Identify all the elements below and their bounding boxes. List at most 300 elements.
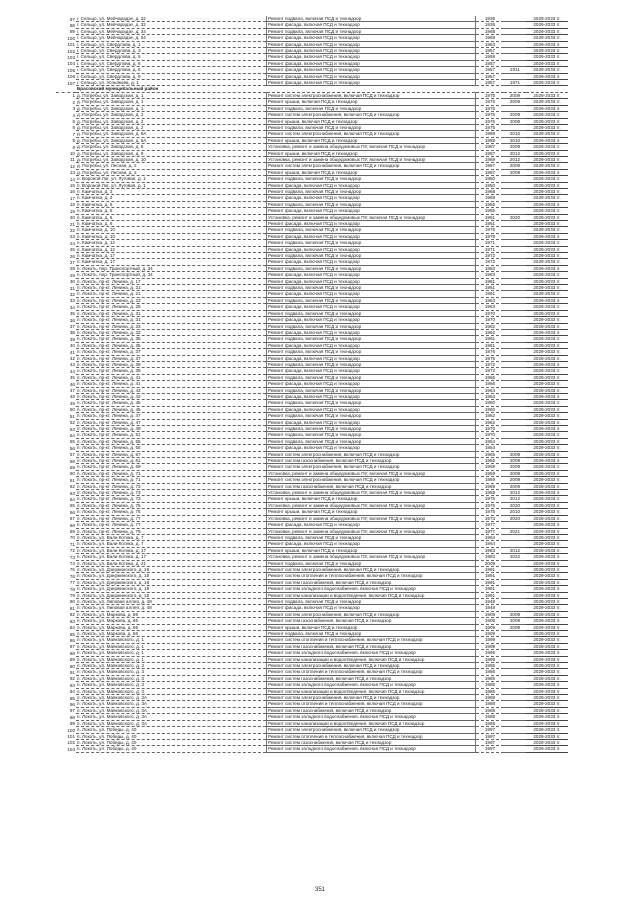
work-type-cell: Ремонт фасада, включая ПСД и технадзор [267,233,476,239]
commission-year-cell: 1991 [476,586,505,592]
work-type-cell: Ремонт фасада, включая ПСД и технадзор [267,208,476,214]
table-row [56,413,568,419]
table-row [56,361,568,367]
address-cell: д. Погребы, ул. Заводская, д. 2 [76,118,267,124]
table-row [56,663,568,669]
table-row [56,368,568,374]
last-repair-year-cell: 2020 [504,502,526,508]
table-body [56,16,568,752]
last-repair-year-cell: 2021 [504,528,526,534]
work-type-cell: Ремонт фасада, включая ПСД и технадзор [267,541,476,547]
address-cell: п. Локоть, ул. Маяковского, д. 3А [76,714,267,720]
table-row [56,60,568,66]
planned-period-cell: 2029-2033 гг. [526,400,568,406]
address-cell: п. Камчатка, д. 6 [76,221,267,227]
planned-period-cell: 2029-2033 гг. [526,490,568,496]
commission-year-cell: 1968 [476,195,505,201]
commission-year-cell: 1963 [476,41,505,47]
work-type-cell: Ремонт подвала, включая ПСД и технадзор [267,105,476,111]
planned-period-cell: 2029-2033 гг. [526,515,568,521]
planned-period-cell: 2029-2033 гг. [526,176,568,182]
planned-period-cell: 2029-2033 гг. [526,92,568,98]
address-cell: п. Камчатка, д. 3 [76,195,267,201]
address-cell: п. Локоть, ул. Маркова, д. 66 [76,611,267,617]
commission-year-cell: 1985 [476,669,505,675]
commission-year-cell: 1975 [476,118,505,124]
row-number: 56 [69,445,75,451]
planned-period-cell: 2029-2033 гг. [526,432,568,438]
table-row [56,419,568,425]
row-number: 13 [69,170,75,176]
commission-year-cell: 1954 [476,438,505,444]
row-number: 42 [69,356,75,362]
planned-period-cell: 2029-2033 гг. [526,150,568,156]
commission-year-cell: 1909 [476,618,505,624]
work-type-cell: Ремонт подвала, включая ПСД и технадзор [267,240,476,246]
row-number: 99 [69,721,75,727]
table-row [56,547,568,553]
address-cell: п. Локоть, пр-кт. Ленина, д. 73 [76,490,267,496]
row-number: 71 [69,541,75,547]
row-number: 69 [69,529,75,534]
work-type-cell: Ремонт подвала, включая ПСД и технадзор [267,265,476,271]
commission-year-cell: 1988 [476,695,505,701]
planned-period-cell: 2029-2033 гг. [526,445,568,451]
planned-period-cell: 2029-2033 гг. [526,534,568,540]
row-number: 96 [69,701,75,707]
work-type-cell: Ремонт крыши, включая ПСД и технадзор [267,118,476,124]
commission-year-cell: 1963 [476,297,505,303]
address-cell: п. Локоть, пр-кт. Ленина, д. 41 [76,374,267,380]
commission-year-cell: 1960 [476,406,505,412]
commission-year-cell: 1962 [476,419,505,425]
planned-period-cell: 2029-2033 гг. [526,496,568,502]
table-row [56,323,568,329]
table-row [56,426,568,432]
row-number: 11 [70,157,75,163]
commission-year-cell: 1959 [476,464,505,470]
commission-year-cell: 1961 [476,221,505,227]
address-cell: г. Сельцо, ул. Свердлова, д. 3 [76,48,267,54]
work-type-cell: Ремонт систем газоснабжения, включая ПСД и технадзор [267,579,476,585]
last-repair-year-cell: 2010 [504,137,526,143]
commission-year-cell: 1957 [476,80,505,86]
work-type-cell: Ремонт крыши, включая ПСД и технадзор [267,169,476,175]
work-type-cell: Ремонт фасада, включая ПСД и технадзор [267,221,476,227]
page-number: 351 [314,887,325,893]
row-number: 106 [67,74,75,80]
work-type-cell: Ремонт систем газоснабжения, включая ПСД и технадзор [267,707,476,713]
commission-year-cell: 1997 [476,733,505,739]
work-type-cell: Ремонт фасада, включая ПСД и технадзор [267,381,476,387]
commission-year-cell: 1975 [476,502,505,508]
row-number: 28 [69,266,75,272]
planned-period-cell: 2029-2033 гг. [526,477,568,483]
address-cell: п. Вороной Лог, ул. Луговая, д. 1 [76,182,267,188]
work-type-cell: Ремонт подвала, включая ПСД и технадзор [267,124,476,130]
row-number: 19 [69,208,75,214]
table-row [56,573,568,579]
section-title: Брасовский муниципальный район [76,86,568,92]
last-repair-year-cell: 2009 [504,451,526,457]
commission-year-cell: 1972 [476,259,505,265]
address-cell: д. Погребы, ул. Заводская, д. 8А [76,131,267,137]
row-number: 12 [69,163,75,169]
table-row [56,515,568,521]
work-type-cell: Ремонт систем холодного водоснабжения, включая ПСД и технадзор [267,586,476,592]
planned-period-cell: 2029-2033 гг. [526,208,568,214]
row-number: 6 [72,125,75,131]
address-cell: п. Локоть, пр-кт. Ленина, д. 21 [76,285,267,291]
work-type-cell: Ремонт подвала, включая ПСД и технадзор [267,297,476,303]
commission-year-cell: 2009 [476,560,505,566]
table-row [56,156,568,162]
planned-period-cell: 2029-2033 гг. [526,566,568,572]
row-number: 25 [69,247,75,253]
row-number: 105 [67,67,75,73]
planned-period-cell: 2029-2033 гг. [526,336,568,342]
work-type-cell: Ремонт крыши, включая ПСД и технадзор [267,496,476,502]
commission-year-cell: 1975 [476,124,505,130]
commission-year-cell: 1961 [476,342,505,348]
address-cell: п. Локоть, пр-кт. Ленина, д. 75 [76,502,267,508]
table-row [56,176,568,182]
row-number: 53 [69,426,75,432]
work-type-cell: Ремонт систем газоснабжения, включая ПСД и технадзор [267,675,476,681]
address-cell: г. Сельцо, ул. Мейчарадзе, д. 34 [76,28,267,34]
commission-year-cell: 1988 [476,701,505,707]
address-cell: п. Камчатка, д. 5 [76,201,267,207]
planned-period-cell: 2029-2033 гг. [526,349,568,355]
table-row [56,451,568,457]
work-type-cell: Ремонт подвала, включая ПСД и технадзор [267,387,476,393]
work-type-cell: Установка, ремонт и замена общедомовых ПУ, включая ПСД и технадзор [267,515,476,521]
row-number: 99 [69,29,75,35]
row-number: 98 [69,22,75,28]
address-cell: п. Локоть, ул. Победы, д. 40 [76,727,267,733]
row-number: 62 [69,484,75,490]
row-number: 20 [69,215,75,221]
commission-year-cell: 1966 [476,374,505,380]
address-cell: п. Локоть, ул. Вали Котика, д. 17 [76,547,267,553]
commission-year-cell: 1972 [476,253,505,259]
planned-period-cell: 2029-2033 гг. [526,522,568,528]
work-type-cell: Ремонт систем электроснабжения, включая ПСД и технадзор [267,112,476,118]
table-row [56,54,568,60]
address-cell: п. Локоть, пр-кт. Ленина, д. 43 [76,393,267,399]
address-cell: п. Локоть, ул. Маяковского, д. 3 [76,682,267,688]
row-number: 48 [69,394,75,400]
row-number: 107 [67,80,75,86]
row-number: 80 [69,599,75,605]
row-number: 7 [72,131,75,137]
planned-period-cell: 2029-2033 гг. [526,650,568,656]
row-number: 10 [69,151,75,157]
address-cell: п. Локоть, ул. Маяковского, д. 1 [76,637,267,643]
planned-period-cell: 2029-2033 гг. [526,188,568,194]
planned-period-cell: 2029-2033 гг. [526,304,568,310]
address-cell: п. Локоть, пр-кт. Ленина, д. 25 [76,304,267,310]
table-row [56,464,568,470]
work-type-cell: Ремонт фасада, включая ПСД и технадзор [267,54,476,60]
address-cell: п. Локоть, пр-кт. Ленина, д. 35 [76,342,267,348]
row-number: 3 [72,106,75,112]
work-type-cell: Ремонт систем электроснабжения, включая ПСД и технадзор [267,566,476,572]
row-number: 102 [67,740,75,746]
row-number: 41 [69,349,75,355]
table-row [56,406,568,412]
row-number: 65 [69,503,75,509]
table-row [56,579,568,585]
planned-period-cell: 2029-2033 гг. [526,426,568,432]
work-type-cell: Ремонт систем электроснабжения, включая ПСД и технадзор [267,131,476,137]
row-number: 32 [69,291,75,297]
address-cell: п. Вороной Лог, ул. Луговая, д. 1 [76,176,267,182]
address-cell: д. Погребы, ул. Лесная, д. 2 [76,169,267,175]
address-cell: п. Локоть, ул. Вали Котика, д. 7 [76,541,267,547]
address-cell: п. Локоть, пр-кт. Ленина, д. 75 [76,509,267,515]
work-type-cell: Ремонт подвала, включая ПСД и технадзор [267,201,476,207]
planned-period-cell: 2029-2033 гг. [526,688,568,694]
commission-year-cell: 1962 [476,323,505,329]
table-row [56,483,568,489]
address-cell: п. Локоть, ул. Победы, д. 40 [76,746,267,752]
row-number: 72 [69,548,75,554]
planned-period-cell: 2029-2033 гг. [526,746,568,752]
last-repair-year-cell: 2009 [504,464,526,470]
last-repair-year-cell: 2009 [504,611,526,617]
commission-year-cell: 1965 [476,451,505,457]
document-sheet [56,16,566,753]
row-number: 59 [69,464,75,470]
planned-period-cell: 2029-2033 гг. [526,727,568,733]
address-cell: п. Локоть, пр-кт. Ленина, д. 35 [76,336,267,342]
work-type-cell: Ремонт фасада, включая ПСД и технадзор [267,272,476,278]
commission-year-cell: 1991 [476,573,505,579]
work-type-cell: Ремонт систем отопления и теплоснабжения, включая ПСД и технадзор [267,637,476,643]
planned-period-cell: 2029-2033 гг. [526,35,568,41]
table-row [56,746,568,752]
work-type-cell: Ремонт подвала, включая ПСД и технадзор [267,560,476,566]
planned-period-cell: 2029-2033 гг. [526,48,568,54]
planned-period-cell: 2029-2033 гг. [526,272,568,278]
address-cell: п. Локоть, ул. Маркова, д. 66 [76,624,267,630]
address-cell: п. Локоть, ул. Победы, д. 40 [76,739,267,745]
address-cell: п. Локоть, ул. Вали Котика, д. 21 [76,560,267,566]
row-number: 40 [69,343,75,349]
row-number: 1 [72,93,75,99]
address-cell: п. Локоть, пр-кт. Ленина, д. 39 [76,361,267,367]
address-cell: д. Погребы, ул. Лесная, д. 2 [76,163,267,169]
row-number: 83 [69,618,75,624]
commission-year-cell: 1970 [476,426,505,432]
table-row [56,624,568,630]
table-row [56,336,568,342]
commission-year-cell: 1985 [476,675,505,681]
commission-year-cell: 1977 [476,522,505,528]
work-type-cell: Ремонт подвала, включая ПСД и технадзор [267,28,476,34]
table-row [56,432,568,438]
address-cell: г. Сельцо, ул. Мейчарадзе, д. 34 [76,35,267,41]
table-row [56,41,568,47]
table-row [56,73,568,79]
address-cell: д. Погребы, ул. Заводская, д. 8 [76,144,267,150]
table-row [56,534,568,540]
planned-period-cell: 2029-2033 гг. [526,669,568,675]
commission-year-cell: 1970 [476,432,505,438]
planned-period-cell: 2029-2033 гг. [526,528,568,534]
row-number: 88 [69,650,75,656]
row-number: 74 [69,561,75,567]
commission-year-cell: 1988 [476,707,505,713]
work-type-cell: Ремонт крыши, включая ПСД и технадзор [267,547,476,553]
table-row [56,80,568,86]
row-number: 15 [69,183,75,189]
work-type-cell: Ремонт подвала, включая ПСД и технадзор [267,16,476,22]
commission-year-cell: 1968 [476,35,505,41]
planned-period-cell: 2029-2033 гг. [526,605,568,611]
address-cell: п. Локоть, ул. Маяковского, д. 1 [76,650,267,656]
address-cell: п. Локоть, пр-кт. Ленина, д. 71 [76,470,267,476]
row-number: 9 [72,144,75,150]
work-type-cell: Ремонт систем газоснабжения, включая ПСД и технадзор [267,643,476,649]
row-number: 84 [69,625,75,631]
commission-year-cell: 1909 [476,611,505,617]
row-number: 17 [69,195,75,201]
work-type-cell: Ремонт фасада, включая ПСД и технадзор [267,329,476,335]
address-cell: д. Погребы, ул. Заводская, д. 2 [76,124,267,130]
commission-year-cell: 1987 [476,169,505,175]
work-type-cell: Ремонт систем электроснабжения, включая ПСД и технадзор [267,92,476,98]
row-number: 86 [69,637,75,643]
row-number: 78 [69,586,75,592]
work-type-cell: Ремонт фасада, включая ПСД и технадзор [267,41,476,47]
work-type-cell: Ремонт систем электроснабжения, включая ПСД и технадзор [267,451,476,457]
commission-year-cell: 1983 [476,547,505,553]
table-row [56,28,568,34]
table-row [56,470,568,476]
planned-period-cell: 2029-2033 гг. [526,695,568,701]
work-type-cell: Ремонт систем холодного водоснабжения, включая ПСД и технадзор [267,746,476,752]
planned-period-cell: 2029-2033 гг. [526,195,568,201]
work-type-cell: Установка, ремонт и замена общедомовых ПУ, включая ПСД и технадзор [267,156,476,162]
row-number: 37 [69,324,75,329]
planned-period-cell: 2029-2033 гг. [526,297,568,303]
planned-period-cell: 2029-2033 гг. [526,80,568,86]
row-number: 75 [69,567,75,573]
commission-year-cell: 1970 [476,317,505,323]
work-type-cell: Ремонт фасада, включая ПСД и технадзор [267,73,476,79]
planned-period-cell: 2029-2033 гг. [526,586,568,592]
work-type-cell: Ремонт систем газоснабжения, включая ПСД и технадзор [267,458,476,464]
commission-year-cell: 1987 [476,144,505,150]
commission-year-cell: 1961 [476,285,505,291]
commission-year-cell: 1950 [476,182,505,188]
address-cell: п. Локоть, ул. Липовая аллея, д. 48 [76,605,267,611]
address-cell: п. Локоть, ул. Вали Котика, д. 7 [76,534,267,540]
commission-year-cell: 1972 [476,361,505,367]
row-number: 4 [72,112,75,118]
row-number: 67 [69,516,75,522]
address-cell: п. Локоть, ул. Маяковского, д. 3А [76,701,267,707]
work-type-cell: Ремонт крыши, включая ПСД и технадзор [267,99,476,105]
commission-year-cell: 1997 [476,727,505,733]
work-type-cell: Ремонт систем отопления и теплоснабжения, включая ПСД и технадзор [267,733,476,739]
last-repair-year-cell: 1971 [504,80,526,86]
planned-period-cell: 2029-2033 гг. [526,502,568,508]
address-cell: п. Локоть, пр-кт. Ленина, д. 43 [76,387,267,393]
commission-year-cell: 1961 [476,214,505,220]
table-row [56,586,568,592]
work-type-cell: Ремонт фасада, включая ПСД и технадзор [267,259,476,265]
table-row [56,317,568,323]
planned-period-cell: 2029-2033 гг. [526,240,568,246]
address-cell: п. Локоть, пр-кт. Ленина, д. 51 [76,432,267,438]
planned-period-cell: 2029-2033 гг. [526,285,568,291]
row-number: 57 [69,452,75,458]
commission-year-cell: 1966 [476,381,505,387]
commission-year-cell: 1983 [476,265,505,271]
table-row [56,329,568,335]
last-repair-year-cell: 2012 [504,547,526,553]
address-cell: п. Локоть, пр-кт. Ленина, д. 77 [76,515,267,521]
table-row [56,118,568,124]
row-number: 66 [69,509,75,515]
planned-period-cell: 2029-2033 гг. [526,54,568,60]
commission-year-cell: 1957 [476,67,505,73]
commission-year-cell: 1985 [476,682,505,688]
work-type-cell: Ремонт фасада, включая ПСД и технадзор [267,67,476,73]
table-row [56,304,568,310]
work-type-cell: Ремонт систем канализации и водоотведения, включая ПСД и технадзор [267,688,476,694]
work-type-cell: Ремонт крыши, включая ПСД и технадзор [267,137,476,143]
address-cell: п. Локоть, ул. Маяковского, д. 3А [76,720,267,726]
address-cell: п. Локоть, ул. Маяковского, д. 3А [76,707,267,713]
table-row [56,714,568,720]
planned-period-cell: 2029-2033 гг. [526,374,568,380]
table-row [56,393,568,399]
table-row [56,374,568,380]
address-cell: п. Локоть, ул. Маркова, д. 66 [76,631,267,637]
table-row [56,297,568,303]
row-number: 50 [69,407,75,413]
address-cell: д. Погребы, ул. Заводская, д. 10 [76,156,267,162]
planned-period-cell: 2029-2033 гг. [526,278,568,284]
commission-year-cell: 1989 [476,137,505,143]
planned-period-cell: 2029-2033 гг. [526,317,568,323]
address-cell: п. Локоть, пр-кт. Ленина, д. 47 [76,419,267,425]
commission-year-cell: 1909 [476,624,505,630]
work-type-cell: Ремонт подвала, включая ПСД и технадзор [267,598,476,604]
row-number: 97 [69,708,75,714]
table-row [56,477,568,483]
planned-period-cell: 2029-2033 гг. [526,60,568,66]
address-cell: п. Локоть, ул. Дзержинского, д. 16 [76,592,267,598]
planned-period-cell: 2029-2033 гг. [526,643,568,649]
row-number: 14 [69,176,75,182]
planned-period-cell: 2029-2033 гг. [526,22,568,28]
planned-period-cell: 2029-2033 гг. [526,624,568,630]
address-cell: п. Камчатка, д. 6 [76,214,267,220]
row-number: 29 [69,272,75,278]
row-number: 55 [69,439,75,445]
work-type-cell: Ремонт крыши, включая ПСД и технадзор [267,509,476,515]
table-row [56,342,568,348]
planned-period-cell: 2029-2033 гг. [526,509,568,515]
address-cell: г. Сельцо, ул. Свердлова, д. 9 [76,73,267,79]
address-cell: д. Погребы, ул. Заводская, д. 1 [76,99,267,105]
commission-year-cell: 1964 [476,393,505,399]
